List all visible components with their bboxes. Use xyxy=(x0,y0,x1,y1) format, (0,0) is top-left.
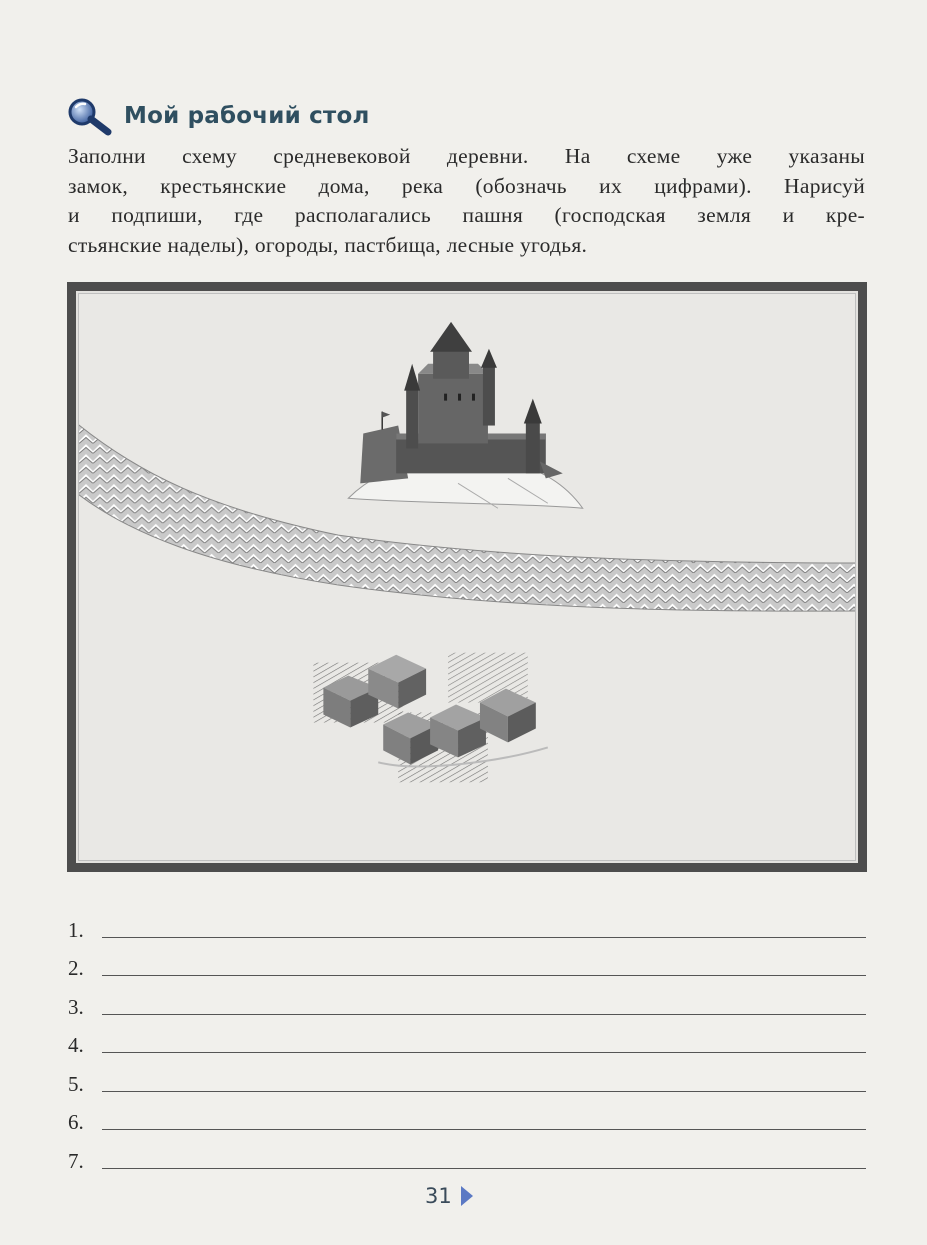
section-title: Мой рабочий стол xyxy=(124,103,370,129)
instruction-line: замок, крестьянские дома, река (обозначь их цифрами). Нарисуй xyxy=(68,173,865,198)
answer-number: 7. xyxy=(68,1148,84,1173)
task-instructions xyxy=(68,142,865,260)
answer-row xyxy=(68,905,866,944)
answer-row xyxy=(68,1136,866,1175)
scheme-drawing xyxy=(79,294,855,860)
answer-number: 4. xyxy=(68,1033,84,1057)
next-page-triangle-icon[interactable] xyxy=(460,1185,474,1207)
peasant-houses xyxy=(313,653,547,783)
page-footer xyxy=(425,1184,474,1208)
village-scheme xyxy=(67,282,867,872)
answer-line[interactable] xyxy=(102,975,866,976)
answer-list xyxy=(68,905,866,1175)
answer-line[interactable] xyxy=(102,1129,866,1130)
magnifier-icon xyxy=(66,96,114,136)
answer-line[interactable] xyxy=(102,1168,866,1169)
answer-row xyxy=(68,1059,866,1098)
instruction-line: Заполни схему средневековой деревни. На схеме уже указаны xyxy=(68,144,865,168)
answer-line[interactable] xyxy=(102,1014,866,1015)
answer-line[interactable] xyxy=(102,937,866,938)
section-header xyxy=(66,96,370,136)
answer-row xyxy=(68,982,866,1021)
instruction-line: стьянские наделы), огороды, пастбища, лесные угодья. xyxy=(68,232,588,257)
answer-number: 5. xyxy=(68,1071,84,1096)
page-number: 31 xyxy=(425,1184,452,1208)
answer-number: 6. xyxy=(68,1110,84,1134)
answer-number: 2. xyxy=(68,956,84,980)
castle xyxy=(348,322,582,508)
answer-number: 3. xyxy=(68,994,84,1019)
instruction-line: и подпиши, где располагались пашня (господская земля и кре- xyxy=(68,203,865,227)
answer-number: 1. xyxy=(68,917,84,942)
answer-line[interactable] xyxy=(102,1052,866,1053)
answer-line[interactable] xyxy=(102,1091,866,1092)
answer-row xyxy=(68,1098,866,1137)
scheme-canvas[interactable] xyxy=(78,293,856,861)
answer-row xyxy=(68,1021,866,1060)
answer-row xyxy=(68,944,866,983)
